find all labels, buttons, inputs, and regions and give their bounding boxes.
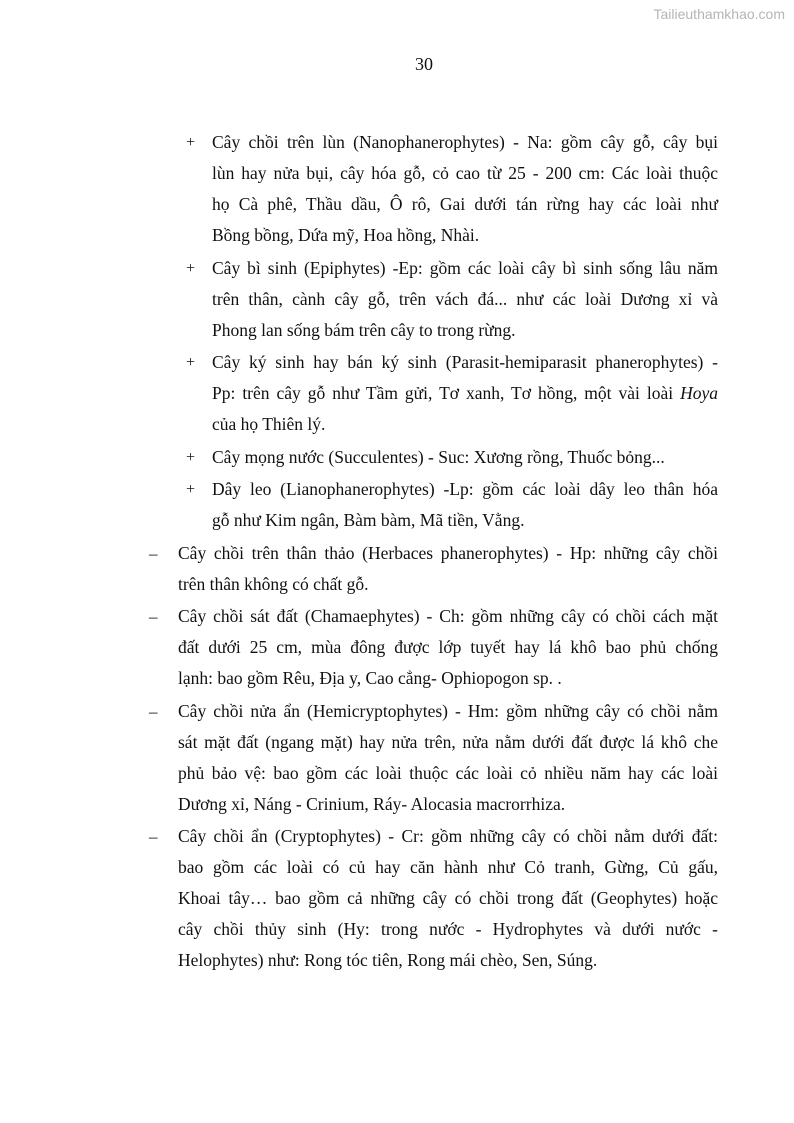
text-line: lùn hay nửa bụi, cây hóa gỗ, cỏ cao từ 25 - 200 cm: Các loài thuộc (212, 163, 718, 183)
list-item (0, 696, 794, 820)
dash-bullet-icon: – (149, 701, 158, 721)
plus-bullet-icon: + (186, 354, 196, 371)
text-line: Cây chồi trên thân thảo (Herbaces phanerophytes) - Hp: những cây chồi (178, 542, 718, 563)
text-line: Khoai tây… bao gồm cả những cây có chồi trong đất (Geophytes) hoặc (178, 888, 718, 908)
italic-genus: Hoya (680, 383, 718, 403)
watermark: Tailieuthamkhao.com (653, 6, 785, 22)
text-line: Cây chồi nửa ẩn (Hemicryptophytes) - Hm: gồm những cây có chồi nằm (178, 700, 718, 721)
text-line: trên thân không có chất gỗ. (178, 573, 369, 594)
dash-bullet-icon: – (149, 543, 158, 563)
text-line: Phong lan sống bám trên cây to trong rừng. (212, 319, 516, 340)
text-line: gỗ như Kim ngân, Bàm bàm, Mã tiền, Vằng. (212, 510, 525, 530)
plus-bullet-icon: + (186, 134, 196, 151)
text-line: trên thân, cành cây gỗ, trên vách đá... như các loài Dương xỉ và (212, 288, 718, 309)
text-line: Cây chồi sát đất (Chamaephytes) - Ch: gồm những cây có chồi cách mặt (178, 606, 718, 626)
plus-bullet-icon: + (186, 259, 196, 277)
text-line: lạnh: bao gồm Rêu, Địa y, Cao cẳng- Ophiopogon sp. . (178, 668, 562, 688)
text-line: họ Cà phê, Thầu dầu, Ô rô, Gai dưới tán rừng hay các loài như (212, 194, 718, 214)
text-line: của họ Thiên lý. (212, 414, 326, 434)
list-item (0, 601, 794, 694)
text-line: Bồng bồng, Dứa mỹ, Hoa hồng, Nhài. (212, 225, 480, 245)
list-item (0, 538, 794, 600)
document-body (0, 127, 794, 978)
plus-bullet-icon: + (186, 448, 196, 466)
dash-bullet-icon: – (149, 607, 158, 626)
sub-list-item (0, 253, 794, 346)
text-line: bao gồm các loài có củ hay căn hành như Cỏ tranh, Gừng, Củ gấu, (178, 857, 718, 877)
text-line: sát mặt đất (ngang mặt) hay nửa trên, nửa nằm dưới đất được lá khô che (178, 731, 718, 752)
text-line: Pp: trên cây gỗ như Tầm gửi, Tơ xanh, Tơ hồng, một vài loài Hoya (212, 383, 718, 403)
text-line: Dây leo (Lianophanerophytes) -Lp: gồm các loài dây leo thân hóa (212, 479, 718, 499)
text-line: đất dưới 25 cm, mùa đông được lớp tuyết hay lá khô bao phủ chống (178, 637, 718, 657)
text-line: Cây ký sinh hay bán ký sinh (Parasit-hemiparasit phanerophytes) - (212, 352, 718, 372)
text-line: phủ bảo vệ: bao gồm các loài thuộc các loài cỏ nhiều năm hay các loài (178, 762, 718, 783)
list-item (0, 821, 794, 976)
text-line: cây chồi thủy sinh (Hy: trong nước - Hydrophytes và dưới nước - (178, 919, 718, 939)
sub-list-item (0, 347, 794, 440)
text-line: Cây bì sinh (Epiphytes) -Ep: gồm các loài cây bì sinh sống lâu năm (212, 257, 718, 278)
dash-bullet-icon: – (149, 827, 158, 846)
sub-list-item (0, 127, 794, 251)
sub-list-item (0, 442, 794, 473)
sub-list-item (0, 474, 794, 536)
text-line: Helophytes) như: Rong tóc tiên, Rong mái chèo, Sen, Súng. (178, 950, 598, 970)
text-line: Dương xỉ, Náng - Crinium, Ráy- Alocasia macrorrhiza. (178, 793, 566, 814)
text-line: Cây chồi trên lùn (Nanophanerophytes) - Na: gồm cây gỗ, cây bụi (212, 132, 718, 152)
plus-bullet-icon: + (186, 481, 196, 498)
page-number: 30 (415, 54, 433, 74)
text-line: Cây chồi ẩn (Cryptophytes) - Cr: gồm những cây có chồi nằm dưới đất: (178, 826, 718, 846)
text-line: Cây mọng nước (Succulentes) - Suc: Xương rồng, Thuốc bỏng... (212, 446, 665, 467)
